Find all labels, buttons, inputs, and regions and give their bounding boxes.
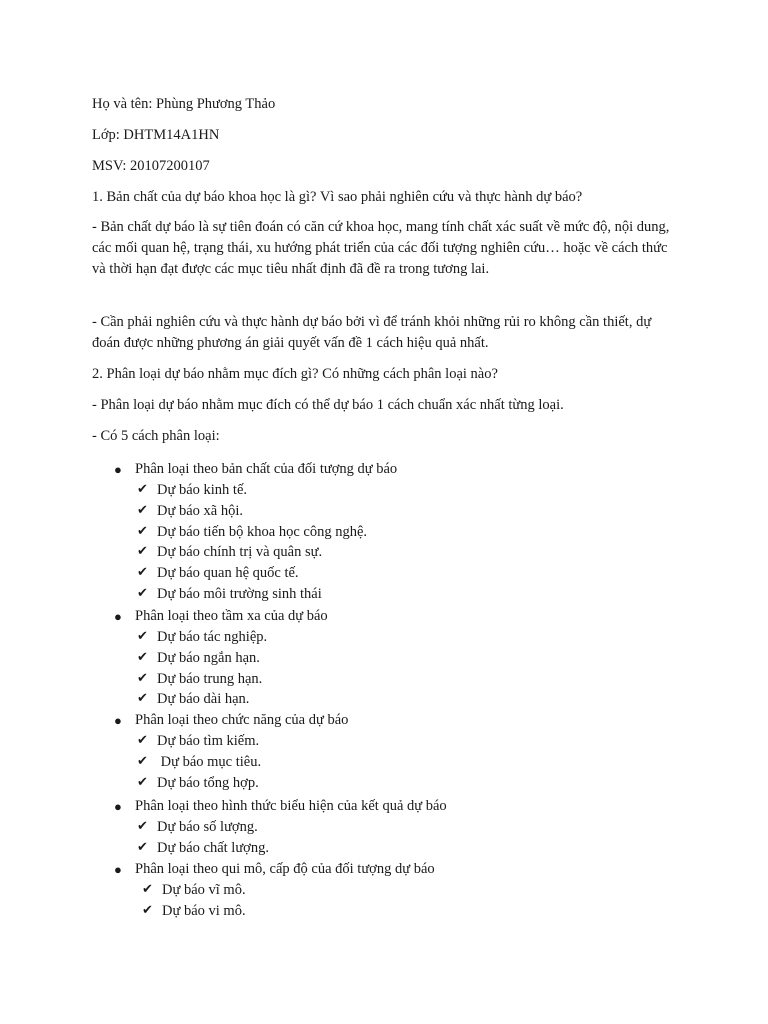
list-item-text: Dự báo trung hạn.: [157, 670, 263, 687]
list-item-text: Dự báo quan hệ quốc tế.: [157, 565, 299, 582]
list-item: [137, 753, 262, 771]
checkmark-icon: ✔: [137, 691, 148, 707]
q2-answer-1: - Phân loại dự báo nhằm mục đích có thể dự báo 1 cách chuẩn xác nhất từng loại.: [92, 397, 564, 413]
checkmark-icon: ✔: [137, 482, 148, 497]
category-label: Phân loại theo qui mô, cấp độ của đối tượng dự báo: [135, 861, 435, 877]
q1-answer-2: - Cần phải nghiên cứu và thực hành dự báo bởi vì để tránh khỏi những rủi ro không cần thiết, dự đoán được những phương án giải quyết vấn đề 1 cách hiệu quả nhất.: [92, 314, 652, 351]
category-label: Phân loại theo hình thức biểu hiện của kết quả dự báo: [135, 798, 447, 814]
list-item: [137, 523, 368, 541]
list-item: [137, 649, 260, 667]
checkmark-icon: ✔: [142, 882, 153, 897]
list-item-text: Dự báo môi trường sinh thái: [157, 586, 322, 602]
bullet-dot-icon: ●: [114, 713, 122, 728]
list-item: [137, 690, 250, 708]
list-item-text: Dự báo chất lượng.: [157, 839, 269, 856]
list-item: [137, 564, 299, 582]
list-item: [142, 881, 246, 899]
checkmark-icon: ✔: [142, 902, 153, 918]
checkmark-icon: ✔: [137, 629, 148, 644]
checkmark-icon: ✔: [137, 733, 148, 748]
list-item: [137, 670, 263, 688]
list-item: [137, 628, 268, 646]
checkmark-icon: ✔: [137, 753, 148, 769]
list-item-text: Dự báo tiến bộ khoa học công nghệ.: [157, 523, 368, 540]
bullet-dot-icon: ●: [114, 799, 122, 814]
checkmark-icon: ✔: [137, 670, 148, 686]
category-item: [114, 711, 349, 729]
category-item: [114, 607, 328, 625]
list-item-text: Dự báo tác nghiệp.: [157, 629, 268, 645]
list-item: [137, 818, 258, 836]
list-item-text: Dự báo vi mô.: [162, 902, 246, 919]
checkmark-icon: ✔: [137, 774, 148, 790]
bullet-dot-icon: ●: [114, 609, 122, 624]
checkmark-icon: ✔: [137, 544, 148, 560]
q1-answer-1: - Bản chất dự báo là sự tiên đoán có căn cứ khoa học, mang tính chất xác suất về mức độ, nội dung, các mối quan hệ, trạng thái, xu hướng phát triển của các đối tượng nghiên cứu… hoặc về cách thức và thời hạn đạt được các mục tiêu nhất định đã đề ra trong tương lai.: [92, 219, 670, 277]
checkmark-icon: ✔: [137, 649, 148, 665]
category-label: Phân loại theo chức năng của dự báo: [135, 712, 349, 728]
checkmark-icon: ✔: [137, 502, 148, 518]
list-item-text: Dự báo tổng hợp.: [157, 774, 259, 791]
category-label: Phân loại theo bản chất của đối tượng dự báo: [135, 461, 398, 477]
list-item-text: Dự báo số lượng.: [157, 819, 258, 835]
list-item: [137, 732, 260, 750]
list-item: [142, 902, 246, 920]
student-name: Họ và tên: Phùng Phương Thảo: [92, 96, 276, 112]
category-item: [114, 797, 447, 815]
checkmark-icon: ✔: [137, 586, 148, 601]
list-item: [137, 502, 243, 520]
q2-answer-2: - Có 5 cách phân loại:: [92, 428, 220, 444]
list-item-text: Dự báo dài hạn.: [157, 691, 250, 708]
bullet-dot-icon: ●: [114, 862, 122, 877]
checkmark-icon: ✔: [137, 565, 148, 581]
list-item: [137, 543, 323, 561]
list-item-text: Dự báo chính trị và quân sự.: [157, 544, 323, 561]
list-item-text: Dự báo mục tiêu.: [157, 753, 262, 770]
category-item: [114, 460, 398, 478]
checkmark-icon: ✔: [137, 839, 148, 855]
student-class: Lớp: DHTM14A1HN: [92, 127, 220, 143]
question-2: 2. Phân loại dự báo nhằm mục đích gì? Có những cách phân loại nào?: [92, 366, 498, 382]
list-item-text: Dự báo xã hội.: [157, 502, 243, 519]
category-item: [114, 860, 435, 878]
list-item: [137, 585, 322, 603]
list-item-text: Dự báo ngắn hạn.: [157, 649, 260, 666]
bullet-dot-icon: ●: [114, 462, 122, 477]
list-item-text: Dự báo vĩ mô.: [162, 882, 246, 898]
list-item: [137, 481, 248, 499]
list-item-text: Dự báo kinh tế.: [157, 482, 248, 498]
list-item-text: Dự báo tìm kiếm.: [157, 733, 260, 749]
question-1: 1. Bản chất của dự báo khoa học là gì? Vì sao phải nghiên cứu và thực hành dự báo?: [92, 189, 583, 205]
category-label: Phân loại theo tầm xa của dự báo: [135, 608, 328, 624]
list-item: [137, 839, 269, 857]
checkmark-icon: ✔: [137, 819, 148, 834]
student-id: MSV: 20107200107: [92, 158, 210, 174]
list-item: [137, 774, 259, 792]
checkmark-icon: ✔: [137, 523, 148, 539]
